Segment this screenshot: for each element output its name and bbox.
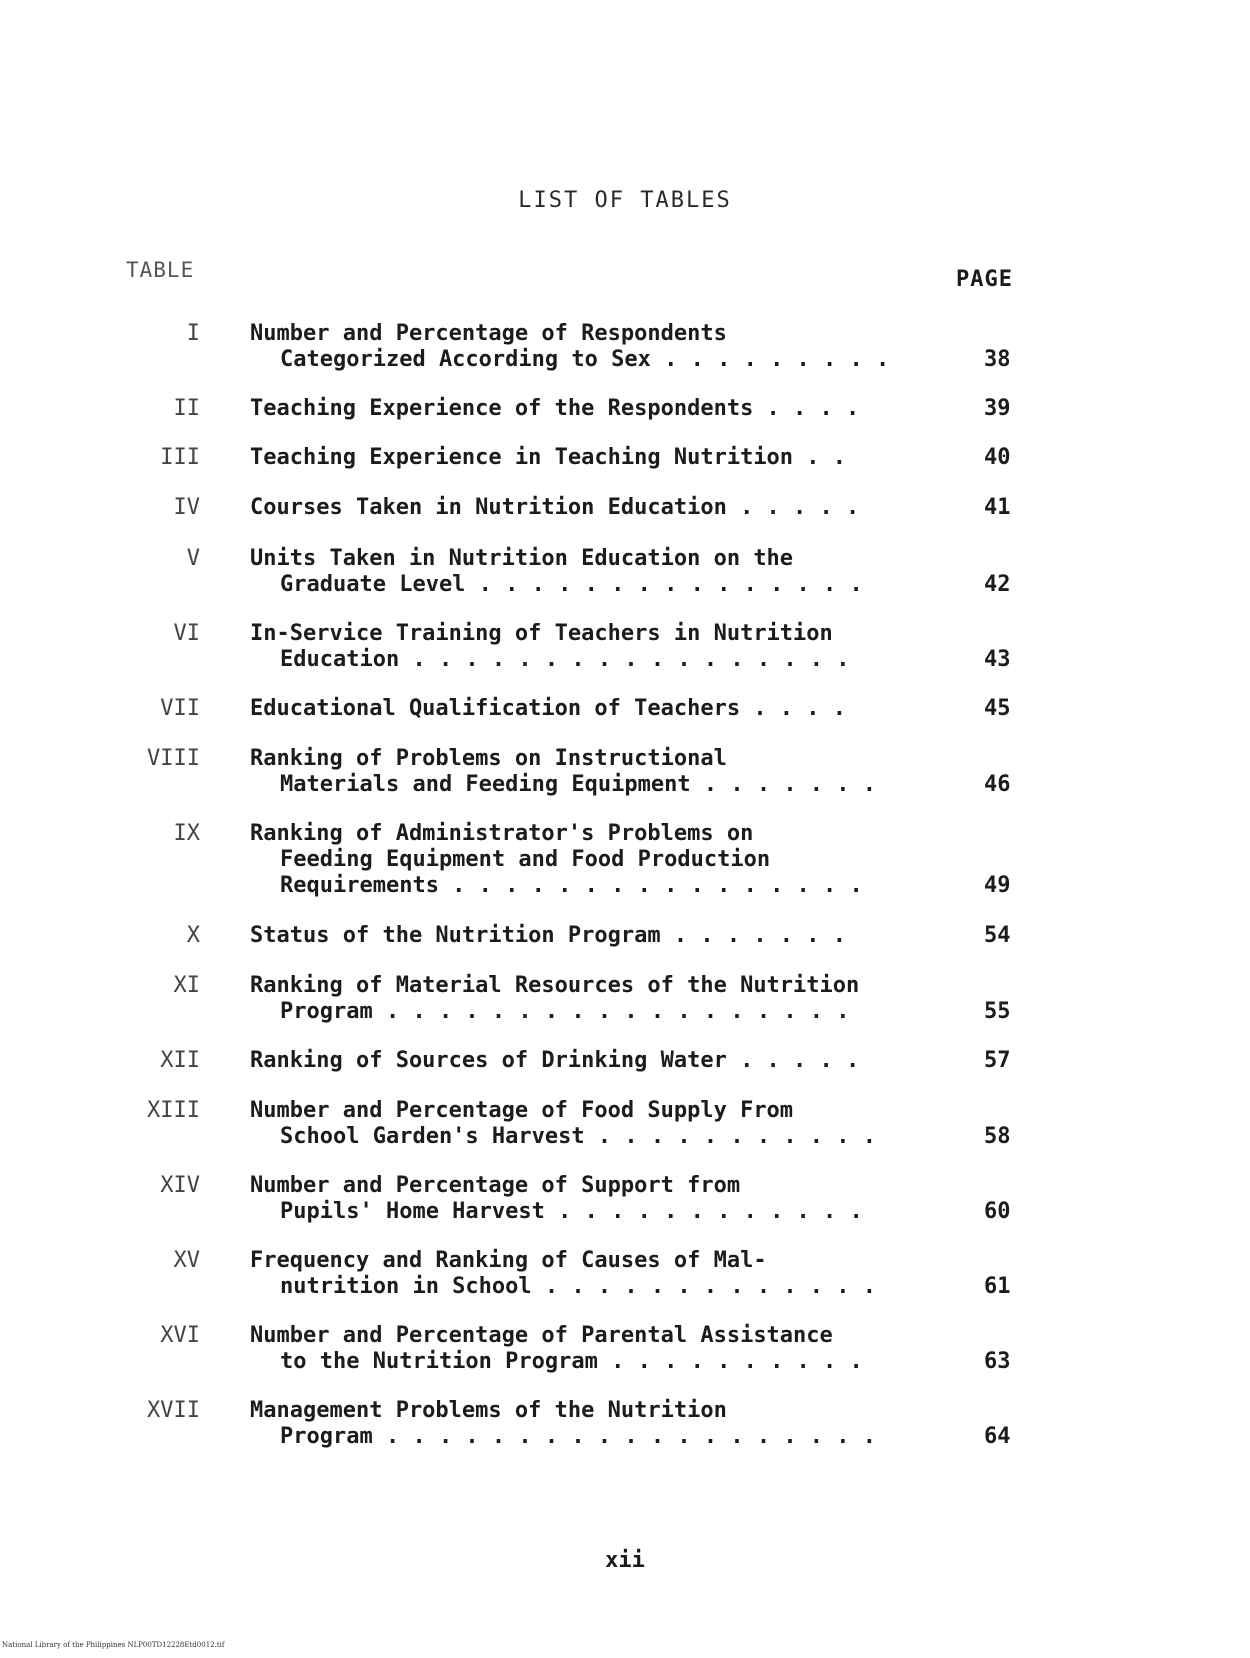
table-number: II: [173, 396, 200, 421]
entry-title-line: to the Nutrition Program . . . . . . . . . .: [280, 1349, 863, 1374]
table-number: XVI: [160, 1323, 200, 1348]
table-number: VII: [160, 696, 200, 721]
entry-title-line: Courses Taken in Nutrition Education . . . . .: [250, 495, 860, 520]
table-number: III: [160, 445, 200, 470]
table-number: XII: [160, 1048, 200, 1073]
page-ref: 41: [984, 495, 1011, 520]
table-number: XV: [173, 1248, 200, 1273]
page-ref: 49: [984, 873, 1011, 898]
entry-title-line: Feeding Equipment and Food Production: [280, 847, 771, 872]
entry-title-line: Number and Percentage of Support from: [250, 1173, 741, 1198]
entry-title-line: Requirements . . . . . . . . . . . . . . . .: [280, 873, 863, 898]
entry-title-line: Ranking of Material Resources of the Nutrition: [250, 973, 860, 998]
table-number: V: [186, 546, 200, 571]
page-ref: 42: [984, 572, 1011, 597]
page-ref: 54: [984, 923, 1011, 948]
table-number: I: [186, 321, 200, 346]
entry-title-line: Program . . . . . . . . . . . . . . . . . .: [280, 999, 850, 1024]
entry-title-line: In-Service Training of Teachers in Nutrition: [250, 621, 833, 646]
entry-title-line: Education . . . . . . . . . . . . . . . . .: [280, 647, 850, 672]
entry-title-line: Ranking of Administrator's Problems on: [250, 821, 754, 846]
entry-title-line: Program . . . . . . . . . . . . . . . . . . .: [280, 1424, 877, 1449]
page-ref: 40: [984, 445, 1011, 470]
page-ref: 45: [984, 696, 1011, 721]
table-number: VI: [173, 621, 200, 646]
entry-title-line: nutrition in School . . . . . . . . . . . . .: [280, 1274, 877, 1299]
entry-title-line: Ranking of Problems on Instructional: [250, 746, 727, 771]
entry-title-line: Units Taken in Nutrition Education on the: [250, 546, 794, 571]
page-ref: 46: [984, 772, 1011, 797]
document-title: LIST OF TABLES: [518, 188, 732, 213]
page-ref: 57: [984, 1048, 1011, 1073]
entry-title-line: Educational Qualification of Teachers . . . .: [250, 696, 847, 721]
page-ref: 55: [984, 999, 1011, 1024]
table-number: IX: [173, 821, 200, 846]
table-number: IV: [173, 495, 200, 520]
entry-title-line: Status of the Nutrition Program . . . . . . .: [250, 923, 847, 948]
entry-title-line: Materials and Feeding Equipment . . . . . . .: [280, 772, 877, 797]
page-column-header: PAGE: [956, 267, 1013, 292]
page-number: xii: [605, 1548, 645, 1573]
page-ref: 38: [984, 347, 1011, 372]
entry-title-line: Number and Percentage of Parental Assistance: [250, 1323, 833, 1348]
entry-title-line: Teaching Experience of the Respondents . . . .: [250, 396, 860, 421]
entry-title-line: School Garden's Harvest . . . . . . . . . . .: [280, 1124, 877, 1149]
table-number: XI: [173, 973, 200, 998]
table-number: XIII: [147, 1098, 200, 1123]
table-number: XVII: [147, 1398, 200, 1423]
entry-title-line: Teaching Experience in Teaching Nutrition . .: [250, 445, 847, 470]
entry-title-line: Ranking of Sources of Drinking Water . . . . .: [250, 1048, 860, 1073]
entry-title-line: Categorized According to Sex . . . . . . . . .: [280, 347, 890, 372]
page-ref: 39: [984, 396, 1011, 421]
table-number: XIV: [160, 1173, 200, 1198]
entry-title-line: Management Problems of the Nutrition: [250, 1398, 727, 1423]
entry-title-line: Graduate Level . . . . . . . . . . . . . . .: [280, 572, 863, 597]
entry-title-line: Pupils' Home Harvest . . . . . . . . . . . .: [280, 1199, 863, 1224]
page-ref: 64: [984, 1424, 1011, 1449]
page-ref: 58: [984, 1124, 1011, 1149]
table-number: X: [186, 923, 200, 948]
entry-title-line: Number and Percentage of Food Supply From: [250, 1098, 794, 1123]
page-ref: 60: [984, 1199, 1011, 1224]
table-number: VIII: [147, 746, 200, 771]
page-ref: 61: [984, 1274, 1011, 1299]
table-column-header: TABLE: [126, 258, 195, 282]
page-ref: 43: [984, 647, 1011, 672]
entry-title-line: Frequency and Ranking of Causes of Mal-: [250, 1248, 767, 1273]
page-ref: 63: [984, 1349, 1011, 1374]
entry-title-line: Number and Percentage of Respondents: [250, 321, 727, 346]
scan-credit: National Library of the Philippines NLP00TD12228Etd0012.tif: [2, 1641, 225, 1649]
